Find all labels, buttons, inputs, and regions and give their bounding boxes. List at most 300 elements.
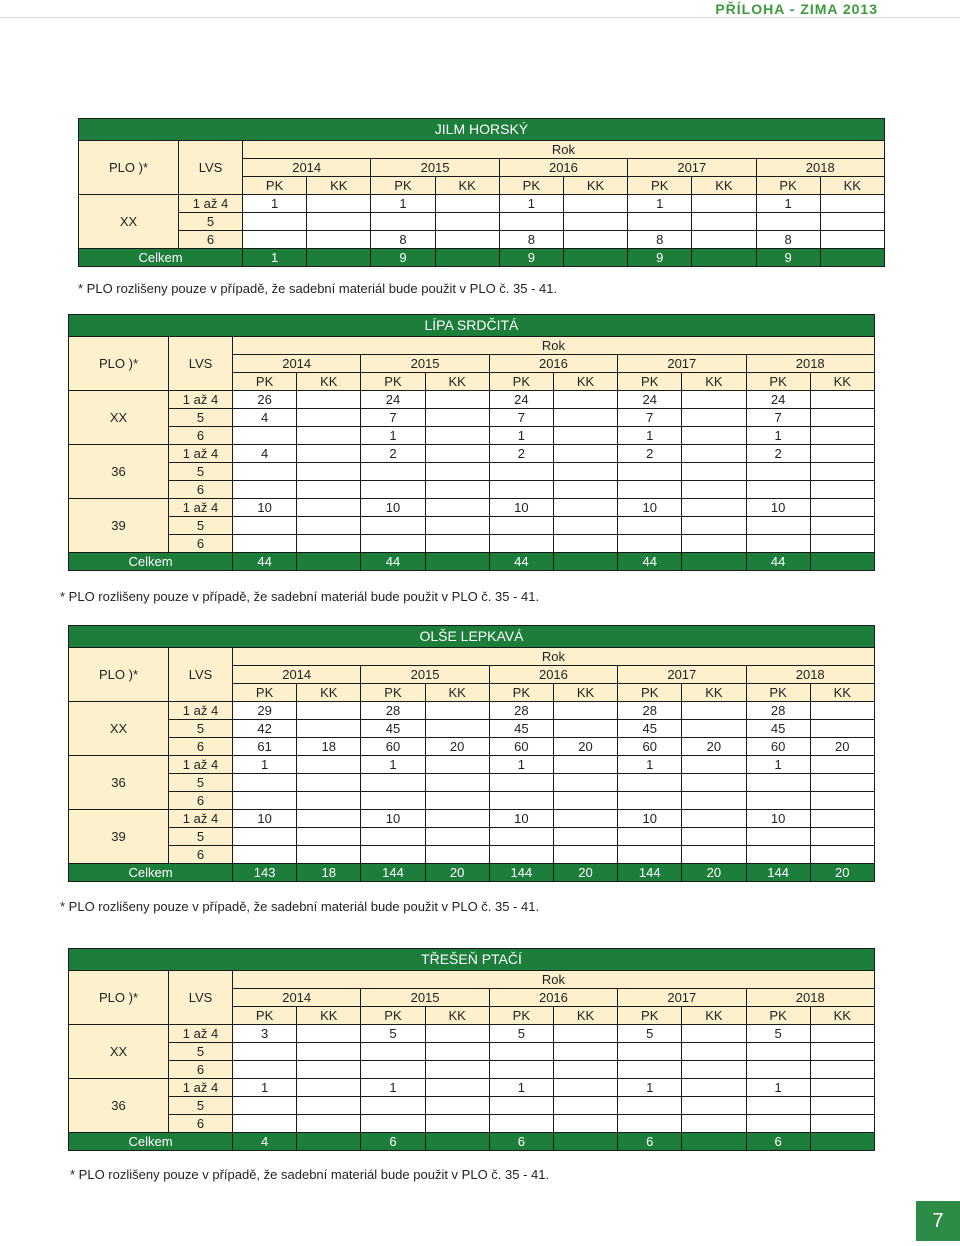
value-cell xyxy=(425,774,489,792)
species-table xyxy=(68,314,875,571)
value-cell xyxy=(243,213,307,231)
value-cell xyxy=(233,535,297,553)
lvs-cell: 1 až 4 xyxy=(169,702,233,720)
value-cell xyxy=(425,1115,489,1133)
value-cell xyxy=(297,427,361,445)
value-cell xyxy=(233,1061,297,1079)
value-cell: 60 xyxy=(361,738,425,756)
year-header: 2015 xyxy=(371,159,499,177)
lvs-header: LVS xyxy=(179,141,243,195)
value-cell xyxy=(489,1043,553,1061)
kk-header: KK xyxy=(682,684,746,702)
lvs-cell: 1 až 4 xyxy=(169,1025,233,1043)
value-cell xyxy=(297,1097,361,1115)
value-cell xyxy=(628,213,692,231)
value-cell xyxy=(489,517,553,535)
value-cell xyxy=(682,445,746,463)
total-value: 4 xyxy=(233,1133,297,1151)
total-value: 143 xyxy=(233,864,297,882)
value-cell: 1 xyxy=(361,1079,425,1097)
value-cell xyxy=(361,535,425,553)
value-cell: 1 xyxy=(371,195,435,213)
year-header: 2017 xyxy=(628,159,756,177)
total-value xyxy=(563,249,627,267)
value-cell xyxy=(810,391,874,409)
value-cell: 10 xyxy=(361,499,425,517)
value-cell xyxy=(233,1115,297,1133)
table-row xyxy=(69,828,875,846)
table-row xyxy=(69,702,875,720)
total-value xyxy=(435,249,499,267)
value-cell xyxy=(233,1043,297,1061)
value-cell xyxy=(297,756,361,774)
value-cell xyxy=(297,810,361,828)
kk-header: KK xyxy=(297,1007,361,1025)
year-header: 2014 xyxy=(233,666,361,684)
value-cell xyxy=(563,231,627,249)
value-cell: 2 xyxy=(489,445,553,463)
value-cell: 4 xyxy=(233,409,297,427)
value-cell xyxy=(553,1025,617,1043)
value-cell xyxy=(425,846,489,864)
value-cell xyxy=(361,1043,425,1061)
value-cell xyxy=(425,499,489,517)
value-cell: 10 xyxy=(618,810,682,828)
value-cell xyxy=(489,828,553,846)
total-value: 9 xyxy=(756,249,820,267)
total-value xyxy=(297,553,361,571)
pk-header: PK xyxy=(746,373,810,391)
total-value: 9 xyxy=(371,249,435,267)
value-cell: 1 xyxy=(756,195,820,213)
pk-header: PK xyxy=(499,177,563,195)
value-cell xyxy=(618,1043,682,1061)
year-header: 2018 xyxy=(746,989,874,1007)
value-cell xyxy=(682,774,746,792)
value-cell xyxy=(489,1061,553,1079)
rok-header: Rok xyxy=(233,648,875,666)
value-cell xyxy=(553,1097,617,1115)
value-cell xyxy=(682,427,746,445)
value-cell: 10 xyxy=(746,499,810,517)
total-value xyxy=(425,553,489,571)
lvs-cell: 1 až 4 xyxy=(179,195,243,213)
value-cell xyxy=(297,391,361,409)
value-cell xyxy=(682,720,746,738)
value-cell xyxy=(553,828,617,846)
value-cell: 45 xyxy=(361,720,425,738)
page-header xyxy=(0,0,960,18)
value-cell xyxy=(553,1061,617,1079)
value-cell xyxy=(233,846,297,864)
species-title: TŘEŠEŇ PTAČÍ xyxy=(69,949,875,971)
lvs-cell: 1 až 4 xyxy=(169,810,233,828)
value-cell xyxy=(435,213,499,231)
total-label: Celkem xyxy=(69,553,233,571)
value-cell: 1 xyxy=(746,756,810,774)
value-cell: 5 xyxy=(489,1025,553,1043)
total-value: 144 xyxy=(746,864,810,882)
value-cell xyxy=(618,792,682,810)
pk-header: PK xyxy=(371,177,435,195)
value-cell: 28 xyxy=(361,702,425,720)
table-row xyxy=(69,1097,875,1115)
value-cell xyxy=(435,231,499,249)
species-title: JILM HORSKÝ xyxy=(79,119,885,141)
value-cell xyxy=(682,499,746,517)
value-cell xyxy=(682,391,746,409)
value-cell xyxy=(297,702,361,720)
table-row xyxy=(79,195,885,213)
value-cell xyxy=(820,231,884,249)
lvs-cell: 5 xyxy=(169,1097,233,1115)
value-cell xyxy=(682,1043,746,1061)
value-cell xyxy=(553,702,617,720)
value-cell xyxy=(682,1097,746,1115)
table-row xyxy=(69,499,875,517)
value-cell xyxy=(810,828,874,846)
year-header: 2015 xyxy=(361,355,489,373)
value-cell: 7 xyxy=(746,409,810,427)
value-cell xyxy=(489,481,553,499)
lvs-cell: 6 xyxy=(179,231,243,249)
value-cell xyxy=(682,1115,746,1133)
value-cell: 2 xyxy=(361,445,425,463)
kk-header: KK xyxy=(810,373,874,391)
lvs-cell: 5 xyxy=(169,517,233,535)
value-cell: 1 xyxy=(489,1079,553,1097)
year-header: 2016 xyxy=(499,159,627,177)
value-cell xyxy=(746,846,810,864)
value-cell xyxy=(682,810,746,828)
value-cell xyxy=(682,517,746,535)
pk-header: PK xyxy=(233,684,297,702)
lvs-header: LVS xyxy=(169,648,233,702)
value-cell xyxy=(297,517,361,535)
value-cell xyxy=(297,1079,361,1097)
year-header: 2017 xyxy=(618,666,746,684)
table-row xyxy=(69,774,875,792)
value-cell: 24 xyxy=(618,391,682,409)
value-cell xyxy=(810,1079,874,1097)
value-cell xyxy=(553,481,617,499)
value-cell xyxy=(297,481,361,499)
total-value: 144 xyxy=(361,864,425,882)
lvs-cell: 1 až 4 xyxy=(169,1079,233,1097)
kk-header: KK xyxy=(425,1007,489,1025)
value-cell xyxy=(810,1025,874,1043)
table-row xyxy=(79,213,885,231)
value-cell: 1 xyxy=(361,756,425,774)
kk-header: KK xyxy=(682,1007,746,1025)
kk-header: KK xyxy=(435,177,499,195)
table-row xyxy=(69,1025,875,1043)
value-cell xyxy=(563,213,627,231)
total-value: 44 xyxy=(618,553,682,571)
value-cell xyxy=(810,1061,874,1079)
value-cell: 5 xyxy=(746,1025,810,1043)
total-value xyxy=(553,1133,617,1151)
value-cell: 10 xyxy=(489,499,553,517)
value-cell xyxy=(810,1115,874,1133)
value-cell xyxy=(810,481,874,499)
value-cell xyxy=(425,517,489,535)
value-cell: 24 xyxy=(746,391,810,409)
value-cell xyxy=(820,213,884,231)
value-cell xyxy=(297,720,361,738)
value-cell: 1 xyxy=(628,195,692,213)
plo-cell: XX xyxy=(69,391,169,445)
value-cell xyxy=(307,195,371,213)
kk-header: KK xyxy=(553,684,617,702)
value-cell xyxy=(810,1043,874,1061)
total-value: 6 xyxy=(746,1133,810,1151)
lvs-cell: 5 xyxy=(169,720,233,738)
value-cell xyxy=(618,846,682,864)
value-cell xyxy=(810,409,874,427)
value-cell: 5 xyxy=(618,1025,682,1043)
value-cell xyxy=(297,499,361,517)
value-cell xyxy=(425,810,489,828)
value-cell: 20 xyxy=(425,738,489,756)
value-cell xyxy=(425,427,489,445)
value-cell: 1 xyxy=(489,756,553,774)
value-cell xyxy=(425,535,489,553)
pk-header: PK xyxy=(361,373,425,391)
lvs-cell: 5 xyxy=(179,213,243,231)
value-cell xyxy=(810,720,874,738)
value-cell xyxy=(810,445,874,463)
table-row xyxy=(69,738,875,756)
plo-cell: XX xyxy=(79,195,179,249)
value-cell: 28 xyxy=(618,702,682,720)
table-row xyxy=(69,810,875,828)
kk-header: KK xyxy=(682,373,746,391)
value-cell: 45 xyxy=(489,720,553,738)
total-value: 44 xyxy=(489,553,553,571)
species-table xyxy=(68,625,875,882)
value-cell: 1 xyxy=(618,756,682,774)
plo-cell: 39 xyxy=(69,499,169,553)
value-cell: 10 xyxy=(746,810,810,828)
value-cell xyxy=(810,792,874,810)
table-row xyxy=(69,445,875,463)
value-cell xyxy=(361,828,425,846)
value-cell xyxy=(618,535,682,553)
plo-header: PLO )* xyxy=(69,337,169,391)
value-cell xyxy=(361,774,425,792)
value-cell xyxy=(233,481,297,499)
pk-header: PK xyxy=(489,373,553,391)
year-header: 2016 xyxy=(489,989,617,1007)
value-cell xyxy=(489,535,553,553)
value-cell: 20 xyxy=(810,738,874,756)
year-header: 2015 xyxy=(361,989,489,1007)
value-cell xyxy=(692,195,756,213)
year-header: 2017 xyxy=(618,989,746,1007)
table-row xyxy=(69,1079,875,1097)
table-row xyxy=(69,756,875,774)
lvs-cell: 6 xyxy=(169,846,233,864)
species-title: OLŠE LEPKAVÁ xyxy=(69,626,875,648)
value-cell: 7 xyxy=(361,409,425,427)
value-cell xyxy=(297,463,361,481)
pk-header: PK xyxy=(489,684,553,702)
table-row xyxy=(69,517,875,535)
value-cell: 1 xyxy=(243,195,307,213)
total-value xyxy=(692,249,756,267)
value-cell xyxy=(746,1043,810,1061)
value-cell xyxy=(810,535,874,553)
value-cell xyxy=(553,499,617,517)
value-cell: 60 xyxy=(618,738,682,756)
value-cell: 5 xyxy=(361,1025,425,1043)
page-number: 7 xyxy=(916,1201,960,1241)
table-row xyxy=(69,1115,875,1133)
value-cell xyxy=(692,213,756,231)
lvs-cell: 1 až 4 xyxy=(169,499,233,517)
footnote: * PLO rozlišeny pouze v případě, že sadební materiál bude použit v PLO č. 35 - 41. xyxy=(78,281,558,296)
total-value: 144 xyxy=(489,864,553,882)
value-cell: 7 xyxy=(618,409,682,427)
value-cell xyxy=(425,1079,489,1097)
pk-header: PK xyxy=(746,684,810,702)
value-cell: 45 xyxy=(618,720,682,738)
total-value: 6 xyxy=(618,1133,682,1151)
value-cell xyxy=(682,828,746,846)
value-cell: 8 xyxy=(371,231,435,249)
value-cell xyxy=(499,213,563,231)
pk-header: PK xyxy=(746,1007,810,1025)
pk-header: PK xyxy=(233,1007,297,1025)
lvs-cell: 6 xyxy=(169,535,233,553)
value-cell xyxy=(489,1097,553,1115)
year-header: 2016 xyxy=(489,355,617,373)
value-cell xyxy=(810,702,874,720)
value-cell: 42 xyxy=(233,720,297,738)
value-cell: 10 xyxy=(618,499,682,517)
total-value xyxy=(297,1133,361,1151)
value-cell xyxy=(243,231,307,249)
value-cell: 29 xyxy=(233,702,297,720)
value-cell xyxy=(682,1061,746,1079)
total-label: Celkem xyxy=(69,1133,233,1151)
value-cell xyxy=(307,213,371,231)
value-cell: 1 xyxy=(618,1079,682,1097)
value-cell xyxy=(553,774,617,792)
pk-header: PK xyxy=(618,1007,682,1025)
value-cell xyxy=(618,463,682,481)
value-cell xyxy=(297,846,361,864)
year-header: 2017 xyxy=(618,355,746,373)
value-cell: 1 xyxy=(233,756,297,774)
total-value: 6 xyxy=(361,1133,425,1151)
table-row xyxy=(69,481,875,499)
value-cell: 3 xyxy=(233,1025,297,1043)
species-table xyxy=(68,948,875,1151)
value-cell xyxy=(297,409,361,427)
value-cell xyxy=(746,792,810,810)
value-cell xyxy=(553,427,617,445)
year-header: 2018 xyxy=(746,666,874,684)
plo-header: PLO )* xyxy=(69,648,169,702)
value-cell: 28 xyxy=(489,702,553,720)
table-row xyxy=(69,1061,875,1079)
plo-cell: XX xyxy=(69,702,169,756)
value-cell xyxy=(746,481,810,499)
value-cell: 60 xyxy=(746,738,810,756)
kk-header: KK xyxy=(553,373,617,391)
total-value: 44 xyxy=(746,553,810,571)
species-title: LÍPA SRDČITÁ xyxy=(69,315,875,337)
value-cell: 1 xyxy=(618,427,682,445)
plo-cell: XX xyxy=(69,1025,169,1079)
value-cell xyxy=(425,1043,489,1061)
value-cell xyxy=(682,535,746,553)
value-cell xyxy=(361,846,425,864)
value-cell: 28 xyxy=(746,702,810,720)
value-cell: 8 xyxy=(628,231,692,249)
species-table xyxy=(78,118,885,267)
value-cell xyxy=(425,702,489,720)
value-cell xyxy=(361,1061,425,1079)
value-cell xyxy=(297,828,361,846)
value-cell xyxy=(692,231,756,249)
total-value xyxy=(307,249,371,267)
pk-header: PK xyxy=(489,1007,553,1025)
plo-cell: 36 xyxy=(69,445,169,499)
value-cell xyxy=(682,792,746,810)
lvs-header: LVS xyxy=(169,337,233,391)
value-cell xyxy=(361,1097,425,1115)
total-label: Celkem xyxy=(79,249,243,267)
pk-header: PK xyxy=(361,684,425,702)
value-cell xyxy=(682,463,746,481)
plo-header: PLO )* xyxy=(69,971,169,1025)
value-cell xyxy=(810,427,874,445)
value-cell xyxy=(233,828,297,846)
value-cell xyxy=(233,774,297,792)
total-label: Celkem xyxy=(69,864,233,882)
value-cell xyxy=(361,481,425,499)
value-cell: 1 xyxy=(233,1079,297,1097)
value-cell xyxy=(810,517,874,535)
value-cell: 8 xyxy=(499,231,563,249)
kk-header: KK xyxy=(820,177,884,195)
table-row xyxy=(69,427,875,445)
lvs-cell: 5 xyxy=(169,774,233,792)
total-value xyxy=(820,249,884,267)
value-cell xyxy=(425,463,489,481)
value-cell xyxy=(425,391,489,409)
pk-header: PK xyxy=(233,373,297,391)
value-cell xyxy=(682,846,746,864)
lvs-cell: 6 xyxy=(169,427,233,445)
total-value xyxy=(810,1133,874,1151)
kk-header: KK xyxy=(692,177,756,195)
lvs-cell: 1 až 4 xyxy=(169,445,233,463)
value-cell xyxy=(553,535,617,553)
value-cell: 10 xyxy=(361,810,425,828)
footnote: * PLO rozlišeny pouze v případě, že sadební materiál bude použit v PLO č. 35 - 41. xyxy=(60,899,540,914)
value-cell xyxy=(810,774,874,792)
value-cell xyxy=(553,756,617,774)
lvs-cell: 1 až 4 xyxy=(169,756,233,774)
year-header: 2014 xyxy=(233,989,361,1007)
value-cell xyxy=(553,517,617,535)
footnote: * PLO rozlišeny pouze v případě, že sadební materiál bude použit v PLO č. 35 - 41. xyxy=(60,589,540,604)
value-cell xyxy=(810,846,874,864)
